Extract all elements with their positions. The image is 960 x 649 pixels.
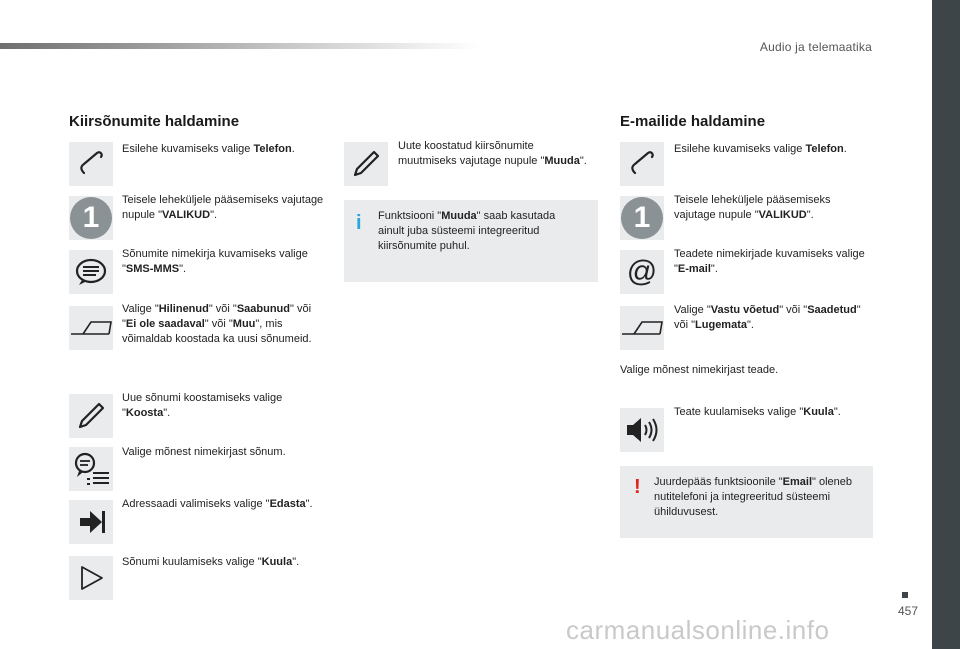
forward-icon	[69, 500, 113, 544]
info-note	[344, 200, 598, 282]
step-text: Valige mõnest nimekirjast sõnum.	[122, 446, 286, 458]
step-text: Sõnumite nimekirja kuvamiseks valige "SMS-MMS".	[122, 248, 308, 275]
number-1-badge: 1	[620, 196, 664, 240]
pencil-icon	[69, 394, 113, 438]
message-list-icon	[69, 447, 113, 491]
number-1-badge: 1	[69, 196, 113, 240]
step-text: Teate kuulamiseks valige "Kuula".	[674, 406, 841, 418]
section-title-messages: Kiirsõnumite haldamine	[69, 113, 240, 130]
step-text: Esilehe kuvamiseks valige Telefon.	[122, 143, 295, 155]
page-number: 457	[897, 604, 918, 618]
step-text: Valige "Vastu võetud" või "Saadetud" või "Lugemata".	[674, 304, 861, 331]
watermark: carmanualsonline.info	[566, 615, 830, 645]
warning-note	[620, 466, 873, 538]
step-text: Adressaadi valimiseks valige "Edasta".	[122, 498, 313, 510]
phone-icon	[69, 142, 113, 186]
phone-icon	[620, 142, 664, 186]
tab-icon	[69, 306, 113, 350]
section-title-emails: E-mailide haldamine	[620, 113, 766, 130]
step-text: Sõnumi kuulamiseks valige "Kuula".	[122, 556, 300, 568]
sms-icon	[69, 250, 113, 294]
step-text: Valige "Hilinenud" või "Saabunud" või "Ei ole saadaval" või "Muu", mis võimaldab koostada ka uusi sõnumeid.	[122, 303, 312, 345]
info-text: Funktsiooni "Muuda" saab kasutada ainult juba süsteemi integreeritud kiirsõnumite puhul.	[378, 210, 556, 252]
step-text: Teadete nimekirjade kuvamiseks valige "E-mail".	[674, 248, 865, 275]
at-icon: @	[620, 250, 664, 294]
step-text: Esilehe kuvamiseks valige Telefon.	[674, 143, 847, 155]
speaker-icon	[620, 408, 664, 452]
step-text: Uute koostatud kiirsõnumite muutmiseks vajutage nupule "Muuda".	[398, 140, 587, 167]
info-icon: i	[356, 212, 362, 234]
play-icon	[69, 556, 113, 600]
page-marker	[902, 592, 908, 598]
page-edge-strip	[932, 0, 960, 649]
chapter-title: Audio ja telemaatika	[759, 40, 872, 54]
warning-text: Juurdepääs funktsioonile "Email" oleneb nutitelefoni ja integreeritud süsteemi ühilduvusest.	[654, 476, 853, 518]
step-text: Teisele leheküljele pääsemiseks vajutage nupule "VALIKUD".	[674, 194, 831, 221]
plain-text: Valige mõnest nimekirjast teade.	[620, 364, 779, 376]
tab-icon	[620, 306, 664, 350]
step-text: Teisele leheküljele pääsemiseks vajutage nupule "VALIKUD".	[122, 194, 324, 221]
header-gradient-bar	[0, 43, 480, 49]
warning-icon: !	[634, 476, 641, 498]
step-text: Uue sõnumi koostamiseks valige "Koosta".	[122, 392, 283, 419]
pencil-icon	[344, 142, 388, 186]
